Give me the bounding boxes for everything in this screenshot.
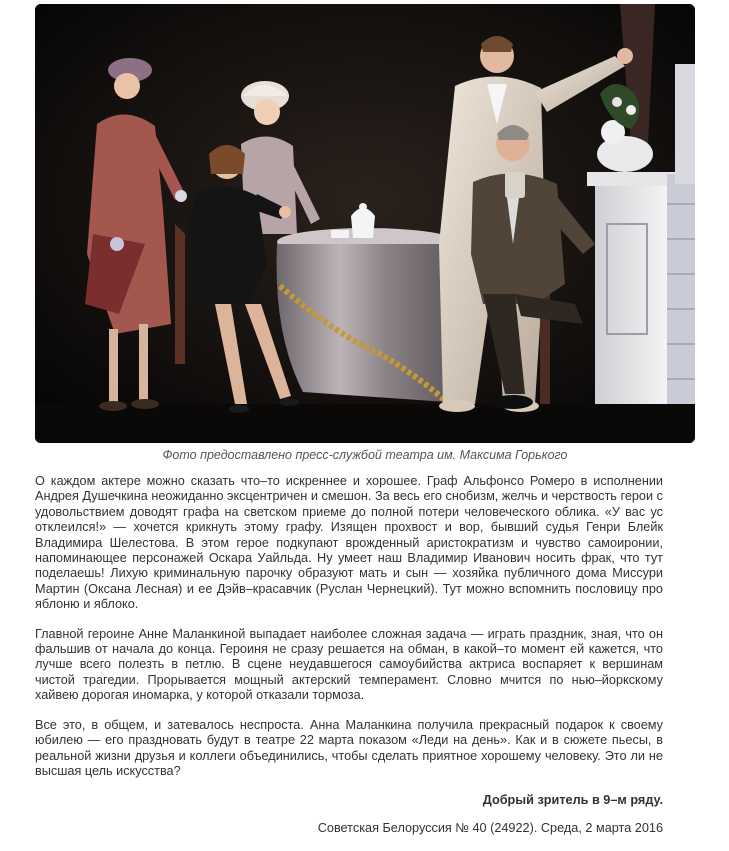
article-photo xyxy=(35,4,695,443)
article-paragraph: Все это, в общем, и затевалось неспроста. Анна Маланкина получила прекрасный подарок к своему юбилею — его праздновать будут в театре 22 марта показом «Леди на день». Как и в сюжете пьесы, в реальной жизни друзья и коллеги объединились, чтобы сделать приятное хорошему человеку. Это ли не высшая цель искусства? xyxy=(35,717,663,778)
article-paragraph: Главной героине Анне Маланкиной выпадает наиболее сложная задача — играть праздник, зная, что он фальшив от начала до конца. Героиня не сразу решается на обман, в какой–то момент ей кажется, что лучше всего полезть в петлю. В сцене неудавшегося самоубийства актриса воспаряет к вершинам чистой трагедии. Прорывается мощный актерский темперамент. Словно мчится по нью–йоркскому хайвею дорогая иномарка, у которой отказали тормоза. xyxy=(35,626,663,703)
publication-source: Советская Белоруссия № 40 (24922). Среда, 2 марта 2016 xyxy=(317,820,663,835)
author-signature: Добрый зритель в 9–м ряду. xyxy=(482,793,663,808)
article-paragraph: О каждом актере можно сказать что–то искреннее и хорошее. Граф Альфонсо Ромеро в исполнении Андрея Душечкина неожиданно эксцентричен и смешон. За весь его снобизм, желчь и черствость герои с удовольствием доводят графа на светском приеме до полной потери человеческого облика. «У вас ус отклеился!» — хочется крикнуть этому графу. Изящен прохвост и вор, бывший судья Генри Блейк Владимира Шелестова. В этом герое подкупают врожденный аристократизм и чувство самоиронии, напоминающее персонажей Оскара Уайльда. Ну умеет наш Владимир Иванович носить фрак, что тут поделаешь! Лихую криминальную парочку образуют мать и сын — хозяйка публичного дома Миссури Мартин (Оксана Лесная) и ее Дэйв–красавчик (Руслан Чернецкий). Тут можно вспомнить пословицу про яблоню и яблоко. xyxy=(35,474,663,612)
tea-table xyxy=(277,203,459,402)
article-body xyxy=(35,474,663,850)
stage-scene-illustration xyxy=(35,4,695,443)
photo-caption: Фото предоставлено пресс-службой театра им. Максима Горького xyxy=(162,448,568,462)
